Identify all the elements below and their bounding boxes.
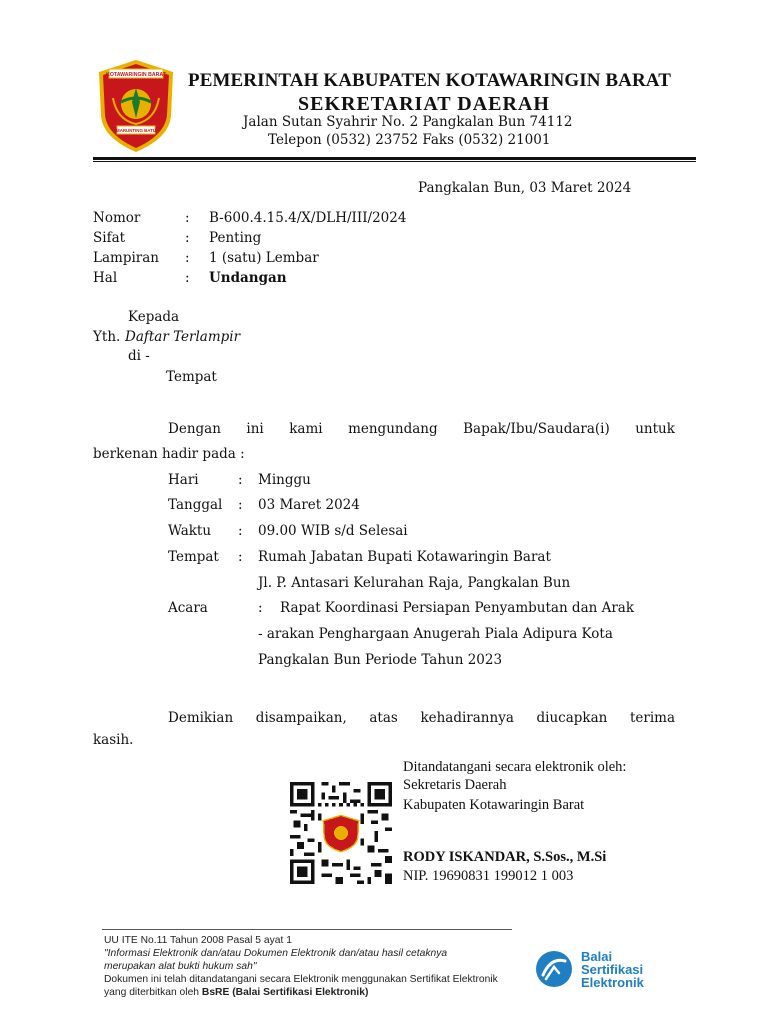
closing-word: diucapkan <box>536 710 608 726</box>
government-name: PEMERINTAH KABUPATEN KOTAWARINGIN BARAT <box>188 70 671 91</box>
waktu-label: Waktu <box>168 523 212 539</box>
letterhead-thick-rule <box>93 157 696 160</box>
signed-electronically-label: Ditandatangani secara elektronik oleh: <box>403 759 627 775</box>
opening-word: Dengan <box>168 421 221 437</box>
footer-law-reference: UU ITE No.11 Tahun 2008 Pasal 5 ayat 1 <box>104 935 292 946</box>
svg-text:MARUNTING BATU: MARUNTING BATU <box>116 128 156 133</box>
footer-note-line1: Dokumen ini telah ditandatangani secara Elektronik menggunakan Sertifikat Elektronik <box>104 974 498 985</box>
hari-colon: : <box>238 472 243 488</box>
nomor-value: B-600.4.15.4/X/DLH/III/2024 <box>209 210 407 226</box>
recipient-di: di - <box>128 348 150 364</box>
footer-rule <box>102 929 512 930</box>
hal-colon: : <box>185 270 190 286</box>
bsre-name-line3: Elektronik <box>581 975 644 990</box>
closing-paragraph-line1 <box>168 710 675 726</box>
acara-value-line2: - arakan Penghargaan Anugerah Piala Adipura Kota <box>258 626 613 642</box>
tempat-label: Tempat <box>168 549 219 565</box>
footer-note-line2 <box>104 987 368 998</box>
closing-word: disampaikan, <box>255 710 347 726</box>
office-address: Jalan Sutan Syahrir No. 2 Pangkalan Bun 74112 <box>243 114 573 130</box>
footer-quote-line2: merupakan alat bukti hukum sah" <box>104 961 257 972</box>
bsre-logo-icon <box>534 949 574 989</box>
sifat-value: Penting <box>209 230 262 246</box>
opening-word: Bapak/Ibu/Saudara(i) <box>463 421 610 437</box>
tanggal-colon: : <box>238 497 243 513</box>
footer-note-prefix: yang diterbitkan oleh <box>104 987 202 998</box>
waktu-value: 09.00 WIB s/d Selesai <box>258 523 408 539</box>
recipient-name: Daftar Terlampir <box>125 329 241 345</box>
acara-value-line3: Pangkalan Bun Periode Tahun 2023 <box>258 652 503 668</box>
bsre-name-line2: Sertifikasi <box>581 962 644 977</box>
lampiran-colon: : <box>185 250 190 266</box>
sifat-label: Sifat <box>93 230 126 246</box>
opening-word: untuk <box>635 421 675 437</box>
hari-label: Hari <box>168 472 199 488</box>
hal-label: Hal <box>93 270 118 286</box>
bsre-name-line1: Balai <box>581 949 613 964</box>
recipient-yth: Yth. <box>93 329 121 345</box>
tanggal-value: 03 Maret 2024 <box>258 497 360 513</box>
opening-word: mengundang <box>348 421 438 437</box>
hal-value: Undangan <box>209 270 287 286</box>
closing-word: Demikian <box>168 710 234 726</box>
acara-value-line1: Rapat Koordinasi Persiapan Penyambutan dan Arak <box>280 600 635 616</box>
opening-word: ini <box>246 421 264 437</box>
office-phone: Telepon (0532) 23752 Faks (0532) 21001 <box>268 132 551 148</box>
waktu-colon: : <box>238 523 243 539</box>
closing-word: atas <box>369 710 398 726</box>
lampiran-label: Lampiran <box>93 250 159 266</box>
office-name: SEKRETARIAT DAERAH <box>298 93 550 115</box>
footer-note-bsre: BsRE (Balai Sertifikasi Elektronik) <box>201 987 369 998</box>
closing-word: terima <box>629 710 675 726</box>
letterhead-thin-rule <box>93 161 696 162</box>
recipient-tempat: Tempat <box>166 369 217 385</box>
signer-name: RODY ISKANDAR, S.Sos., M.Si <box>403 849 607 865</box>
signer-institution: Kabupaten Kotawaringin Barat <box>403 797 585 813</box>
lampiran-value: 1 (satu) Lembar <box>209 250 319 266</box>
regency-emblem-logo <box>95 58 177 154</box>
nomor-label: Nomor <box>93 210 141 226</box>
sifat-colon: : <box>185 230 190 246</box>
opening-word: kami <box>289 421 323 437</box>
hari-value: Minggu <box>258 472 311 488</box>
tempat-colon: : <box>238 549 243 565</box>
nomor-colon: : <box>185 210 190 226</box>
acara-colon: : <box>258 600 263 616</box>
tanggal-label: Tanggal <box>168 497 223 513</box>
tempat-value-line1: Rumah Jabatan Bupati Kotawaringin Barat <box>258 549 551 565</box>
closing-word: kehadirannya <box>420 710 514 726</box>
svg-text:KOTAWARINGIN BARAT: KOTAWARINGIN BARAT <box>106 72 166 78</box>
letter-date: Pangkalan Bun, 03 Maret 2024 <box>418 180 632 196</box>
tempat-value-line2: Jl. P. Antasari Kelurahan Raja, Pangkalan Bun <box>258 575 571 591</box>
acara-label: Acara <box>168 600 208 616</box>
opening-paragraph-line2: berkenan hadir pada : <box>93 446 245 462</box>
signature-qr-code <box>290 782 392 884</box>
recipient-kepada: Kepada <box>128 309 180 325</box>
opening-paragraph-line1 <box>168 421 675 437</box>
closing-paragraph-line2: kasih. <box>93 732 134 748</box>
footer-quote-line1: "Informasi Elektronik dan/atau Dokumen Elektronik dan/atau hasil cetaknya <box>104 948 448 959</box>
signer-nip: NIP. 19690831 199012 1 003 <box>403 868 574 884</box>
signer-position: Sekretaris Daerah <box>403 777 507 793</box>
